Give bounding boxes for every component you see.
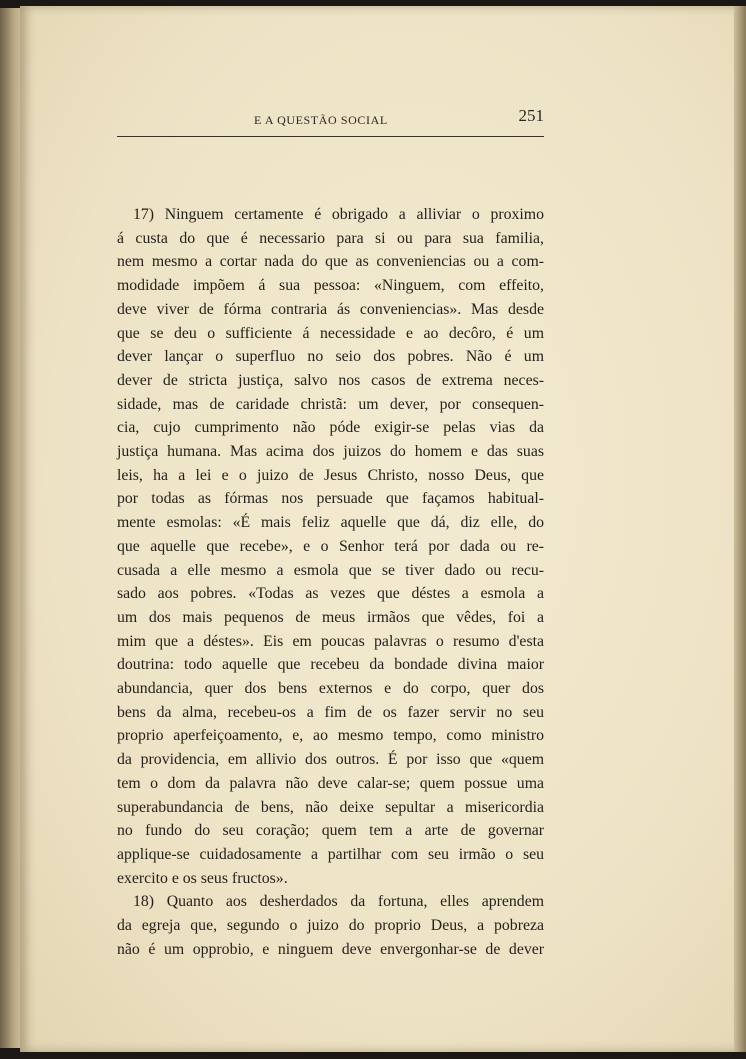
text-line: superabundancia de bens, não deixe sepultar a misericordia <box>117 798 544 816</box>
text-line: deve viver de fórma contraria ás conveniencias». Mas desde <box>117 300 544 318</box>
text-line: que aquelle que recebe», e o Senhor terá por dada ou re- <box>117 537 544 555</box>
text-line: abundancia, quer dos bens externos e do corpo, quer dos <box>117 680 544 698</box>
text-line: applique-se cuidadosamente a partilhar com seu irmão o seu <box>117 845 544 863</box>
text-line: sidade, mas de caridade christã: um dever, por consequen- <box>117 395 544 413</box>
text-line: cia, cujo cumprimento não póde exigir-se pelas vias da <box>117 419 544 437</box>
text-line: á custa do que é necessario para si ou para sua familia, <box>117 229 544 247</box>
text-line: que se deu o sufficiente á necessidade e ao decôro, é um <box>117 324 544 342</box>
page-stack-edge <box>734 6 746 1052</box>
text-line: cusada a elle mesmo a esmola que se tiver dado ou recu- <box>117 561 544 579</box>
text-line: dever lançar o superfluo no seio dos pobres. Não é um <box>117 348 544 366</box>
text-line: sado aos pobres. «Todas as vezes que déstes a esmola a <box>117 585 544 603</box>
text-line: não é um opprobio, e ninguem deve envergonhar-se de dever <box>117 940 544 958</box>
text-line: dever de stricta justiça, salvo nos casos de extrema neces- <box>117 371 544 389</box>
text-line: bens da alma, recebeu-os a fim de os fazer servir no seu <box>117 703 544 721</box>
text-line: no fundo do seu coração; quem tem a arte de governar <box>117 822 544 840</box>
running-head: E A QUESTÃO SOCIAL <box>254 113 388 127</box>
text-line: por todas as fórmas nos persuade que façamos habitual- <box>117 490 544 508</box>
text-line: mente esmolas: «É mais feliz aquelle que dá, diz elle, do <box>117 514 544 532</box>
text-line: da egreja que, segundo o juizo do proprio Deus, a pobreza <box>117 917 544 935</box>
page-number: 251 <box>518 106 544 125</box>
text-line: justiça humana. Mas acima dos juizos do homem e das suas <box>117 443 544 461</box>
text-line: 18) Quanto aos desherdados da fortuna, elles aprendem <box>133 893 544 911</box>
header-rule <box>117 136 544 137</box>
text-line: doutrina: todo aquelle que recebeu da bondade divina maior <box>117 656 544 674</box>
text-line: exercito e os seus fructos». <box>117 869 288 887</box>
text-line: 17) Ninguem certamente é obrigado a alliviar o proximo <box>133 206 544 223</box>
body-text <box>117 203 544 962</box>
text-line: um dos mais pequenos de meus irmãos que vêdes, foi a <box>117 608 544 626</box>
text-line: nem mesmo a cortar nada do que as conveniencias ou a com- <box>117 253 544 271</box>
text-line: da providencia, em allivio dos outros. É por isso que «quem <box>117 751 544 769</box>
text-line: leis, ha a lei e o juizo de Jesus Christo, nosso Deus, que <box>117 466 544 484</box>
page-header <box>117 104 544 132</box>
text-line: mim que a déstes». Eis em poucas palavras o resumo d'esta <box>117 632 544 650</box>
text-line: modidade impõem á sua pessoa: «Ninguem, com effeito, <box>117 277 544 295</box>
text-line: proprio aperfeiçoamento, e, ao mesmo tempo, como ministro <box>117 727 544 745</box>
text-line: tem o dom da palavra não deve calar-se; quem possue uma <box>117 774 544 792</box>
